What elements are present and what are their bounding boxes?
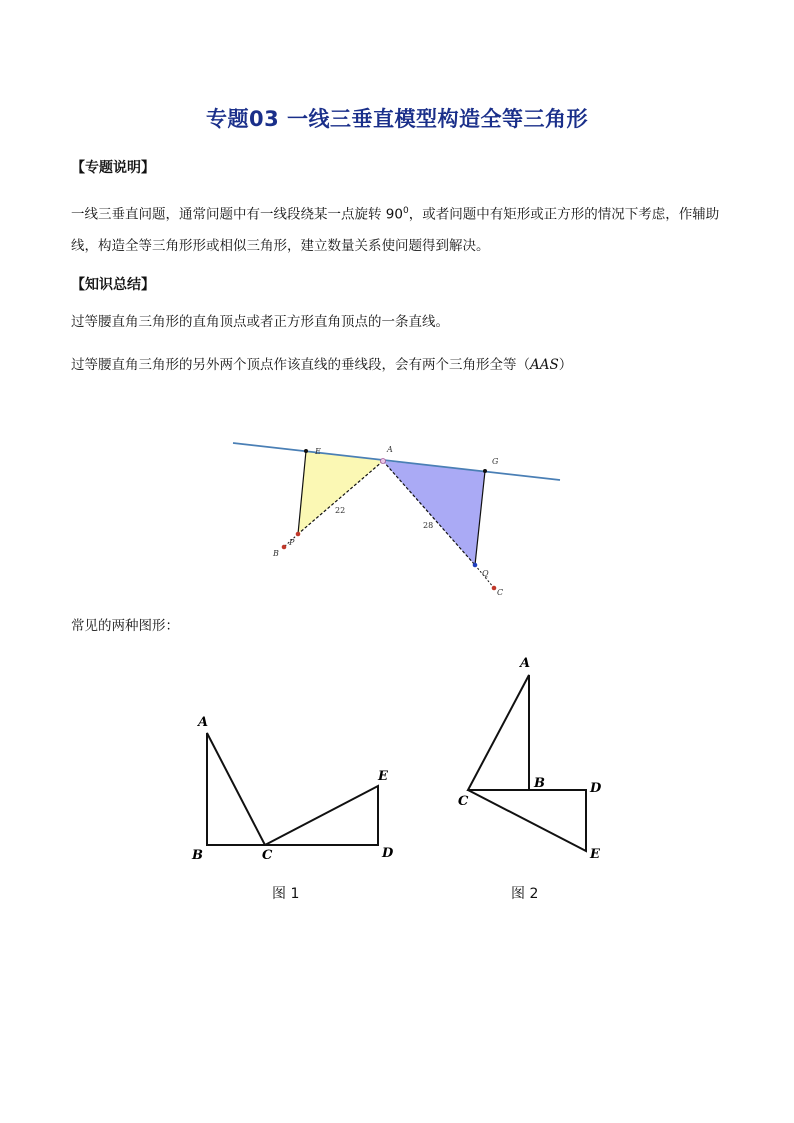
- fig2-triangle-cde: [468, 790, 586, 851]
- fig2-label-e: E: [590, 847, 600, 862]
- fig2-label-b: B: [534, 776, 545, 791]
- fig1-label-b: B: [192, 848, 203, 863]
- summary-heading: 【知识总结】: [71, 277, 155, 293]
- common-figures-label: 常见的两种图形：: [71, 618, 179, 634]
- fig1-label-c: C: [262, 848, 273, 863]
- fig2-label-c: C: [458, 794, 469, 809]
- intro-text-2: ，或者问题中有矩形或正方形的情况下考虑，作辅助线，构造全等三角形形或相似三角形，建立数量关系使问题得到解决。: [71, 206, 720, 254]
- length-left: 22: [335, 506, 346, 515]
- label-a: A: [387, 445, 393, 454]
- fig1-label-a: A: [198, 715, 209, 730]
- figure-1-caption: 图 1: [272, 886, 300, 902]
- summary-line-2-text: 过等腰直角三角形的另外两个顶点作该直线的垂线段，会有两个三角形全等（: [71, 357, 530, 373]
- label-q: Q: [482, 569, 489, 578]
- fig1-label-d: D: [382, 846, 394, 861]
- aas-label: AAS: [530, 357, 559, 373]
- page-title: 专题03 一线三垂直模型构造全等三角形: [205, 107, 589, 131]
- intro-heading: 【专题说明】: [71, 160, 155, 176]
- label-b: B: [273, 549, 279, 558]
- intro-superscript: 0: [402, 206, 409, 216]
- label-c: C: [497, 588, 504, 597]
- fig2-label-d: D: [590, 781, 602, 796]
- figure-2-caption: 图 2: [511, 886, 539, 902]
- label-p: P: [289, 538, 295, 547]
- fig2-triangle-abc: [468, 675, 529, 790]
- summary-line-2-end: ）: [558, 357, 573, 373]
- length-right: 28: [423, 521, 434, 530]
- fig2-label-a: A: [520, 656, 531, 671]
- label-g: G: [492, 457, 499, 466]
- fig1-label-e: E: [378, 769, 388, 784]
- label-e: E: [315, 447, 321, 456]
- summary-line-1: 过等腰直角三角形的直角顶点或者正方形直角顶点的一条直线。: [71, 314, 449, 330]
- intro-text-1: 一线三垂直问题，通常问题中有一线段绕某一点旋转 90: [71, 206, 403, 223]
